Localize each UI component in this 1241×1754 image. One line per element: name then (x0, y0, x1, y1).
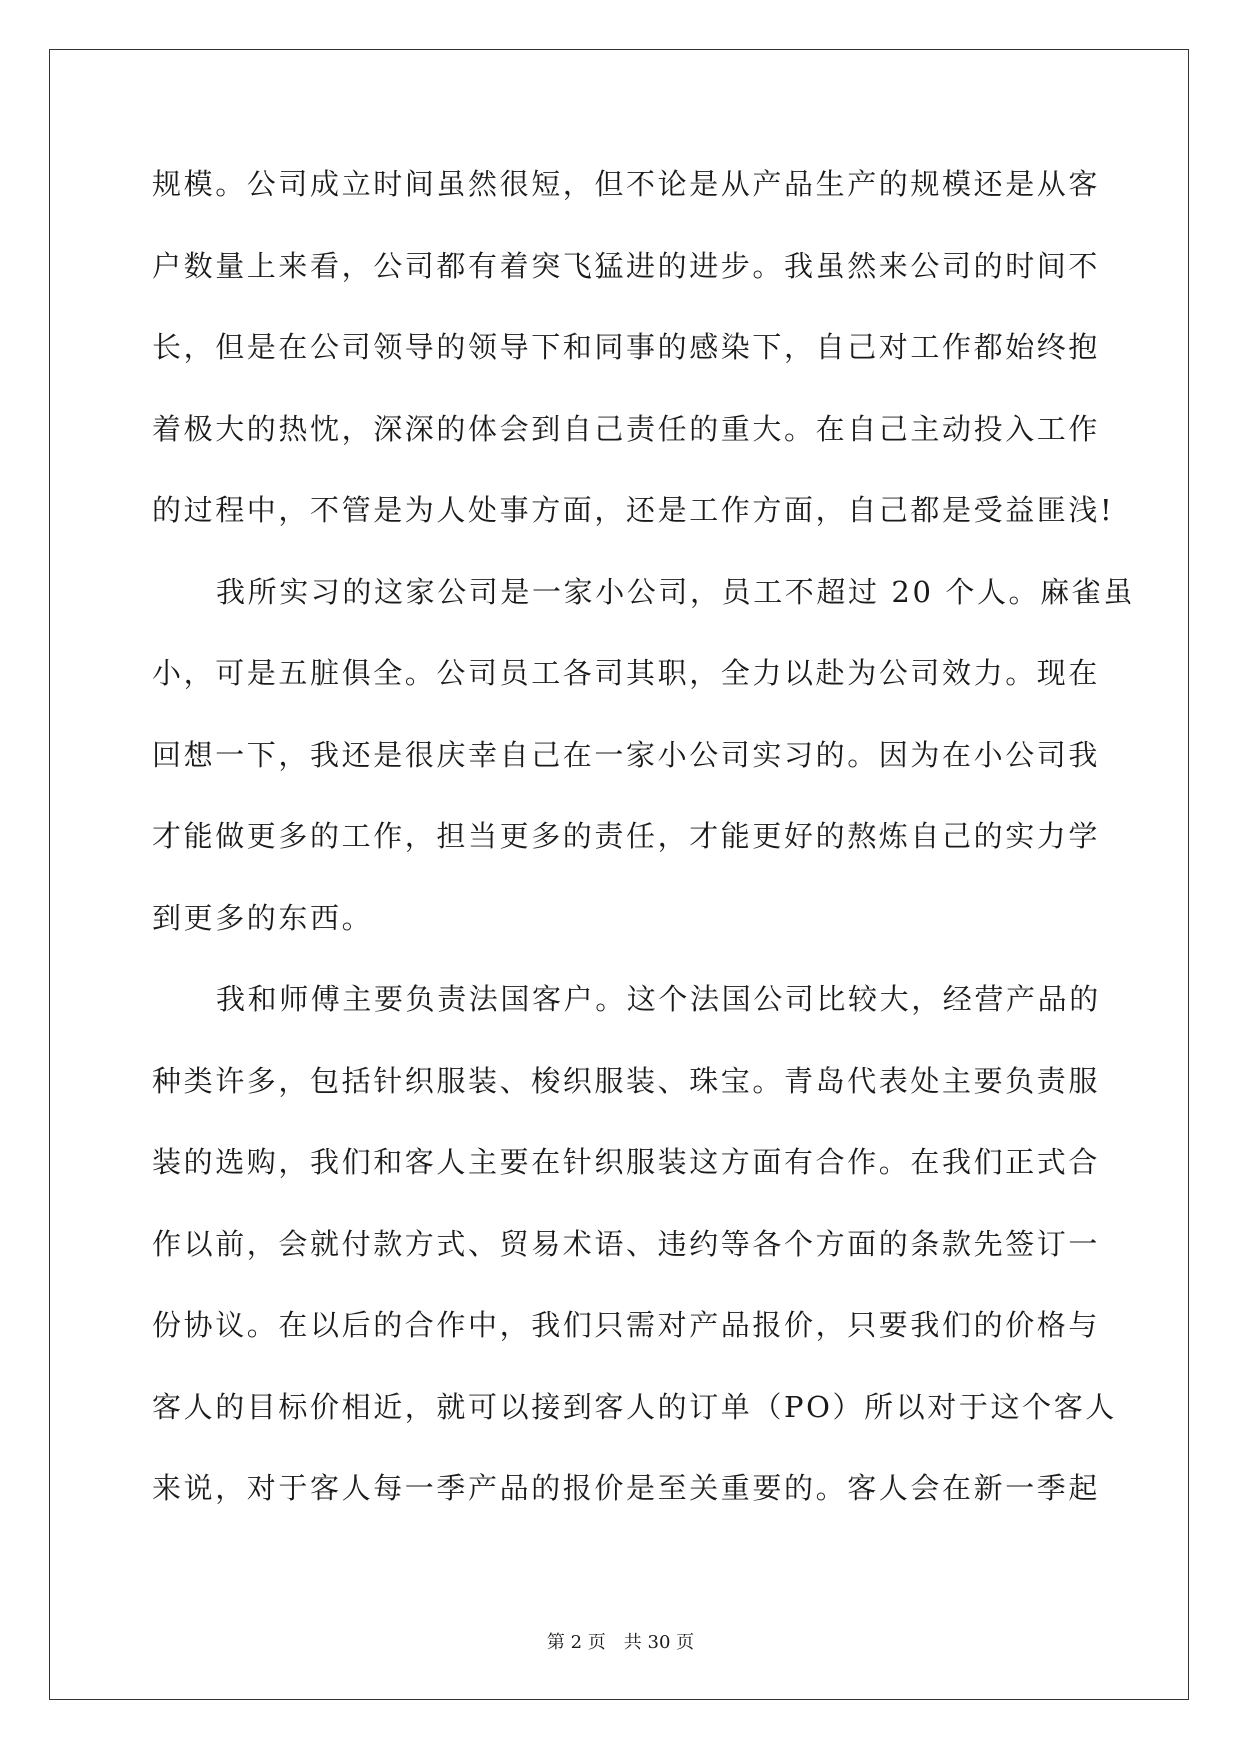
text-line: 小，可是五脏俱全。公司员工各司其职，全力以赴为公司效力。现在 (152, 656, 1101, 690)
text-line: 作以前，会就付款方式、贸易术语、违约等各个方面的条款先签订一 (152, 1226, 1101, 1261)
page-footer (0, 1628, 1241, 1654)
text-line: 回想一下，我还是很庆幸自己在一家小公司实习的。因为在小公司我 (152, 737, 1101, 772)
text-line: 装的选购，我们和客人主要在针织服装这方面有合作。在我们正式合 (152, 1145, 1101, 1179)
text-line: 种类许多，包括针织服装、梭织服装、珠宝。青岛代表处主要负责服 (152, 1063, 1101, 1098)
text-line: 份协议。在以后的合作中，我们只需对产品报价，只要我们的价格与 (152, 1308, 1101, 1342)
text-line: 到更多的东西。 (152, 900, 374, 935)
text-line: 来说，对于客人每一季产品的报价是至关重要的。客人会在新一季起 (152, 1471, 1101, 1505)
text-line: 的过程中，不管是为人处事方面，还是工作方面，自己都是受益匪浅! (152, 493, 1115, 527)
page-total: 共 30 页 (623, 1632, 695, 1653)
text-line: 规模。公司成立时间虽然很短，但不论是从产品生产的规模还是从客 (152, 167, 1101, 201)
text-line: 客人的目标价相近，就可以接到客人的订单（PO）所以对于这个客人 (152, 1389, 1117, 1424)
text-line: 长，但是在公司领导的领导下和同事的感染下，自己对工作都始终抱 (152, 330, 1101, 364)
document-body (152, 162, 1135, 1548)
text-line: 我所实习的这家公司是一家小公司，员工不超过 20 个人。麻雀虽 (216, 574, 1135, 609)
text-line: 户数量上来看，公司都有着突飞猛进的进步。我虽然来公司的时间不 (152, 248, 1101, 283)
page-number: 第 2 页 (546, 1632, 606, 1653)
text-line: 才能做更多的工作，担当更多的责任，才能更好的熬炼自己的实力学 (152, 819, 1101, 853)
text-line: 我和师傅主要负责法国客户。这个法国公司比较大，经营产品的 (216, 982, 1101, 1016)
text-line: 着极大的热忱，深深的体会到自己责任的重大。在自己主动投入工作 (152, 411, 1101, 446)
